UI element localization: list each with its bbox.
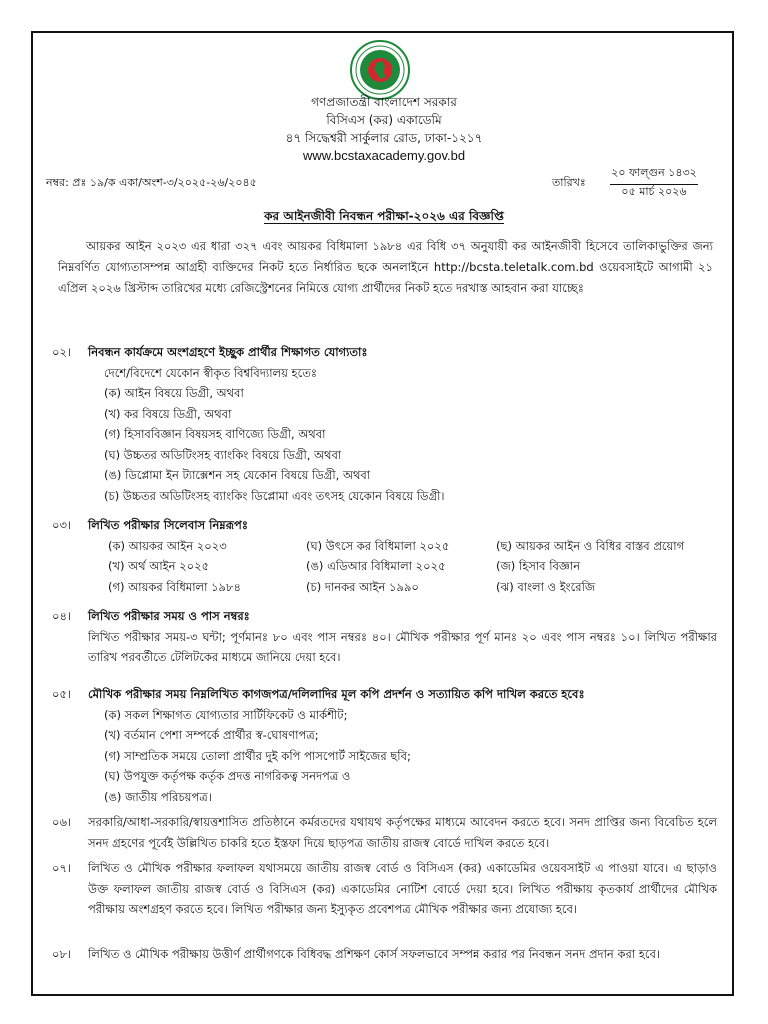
syllabus-item: (জ) হিসাব বিজ্ঞান [496,559,581,573]
list-item: (ক) সকল শিক্ষাগত যোগ্যতার সার্টিফিকেট ও মার্কশীট; [104,707,348,722]
syllabus-item: (ঘ) উৎসে কর বিধিমালা ২০২৫ [306,538,450,553]
section-text: লিখিত ও মৌখিক পরীক্ষার ফলাফল যথাসময়ে জাতীয় রাজস্ব বোর্ড ও বিসিএস (কর) একাডেমির ওয়েবসাইট এ পাওয়া যাবে। এ ছাড়াও উক্ত ফলাফল জাতীয় রাজস্ব বোর্ড ও বিসিএস (কর) একাডেমির নোটিশ বোর্ডে দেয়া হবে। লিখিত পরীক্ষায় কৃতকার্য প্রার্থীদের মৌখিক পরীক্ষায় অংশগ্রহণ করতে হবে। লিখিত পরীক্ষার জন্য ইস্যুকৃত প্রবেশপত্র মৌখিক পরীক্ষার জন্য প্রযোজ্য হবে। [88,861,717,916]
syllabus-item: (গ) আয়কর বিধিমালা ১৯৮৪ [108,579,241,594]
section-subheading: দেশে/বিদেশে যেকোন স্বীকৃত বিশ্ববিদ্যালয় হতেঃ [104,365,317,380]
list-item: (খ) বর্তমান পেশা সম্পর্কে প্রার্থীর স্ব-ঘোষণাপত্র; [104,728,319,742]
section-number: ০৬। [52,815,72,829]
list-item: (গ) হিসাববিজ্ঞান বিষয়সহ বাণিজ্যে ডিগ্রী, অথবা [104,427,326,441]
memo-reference: নম্বর: প্রঃ ১৯/ক একা/অংশ-৩/২০২৫-২৬/২০৪৫ [46,176,257,189]
section-heading: লিখিত পরীক্ষার সিলেবাস নিম্নরূপঃ [88,518,248,532]
section-results [52,858,717,920]
org-name: বিসিএস (কর) একাডেমি [326,113,442,127]
syllabus-item: (ঝ) বাংলা ও ইংরেজি [496,579,596,594]
section-syllabus [52,515,717,597]
government-seal-icon [349,39,411,101]
section-exam-time [52,606,717,668]
list-item: (খ) কর বিষয়ে ডিগ্রী, অথবা [104,406,232,421]
section-number: ০৮। [52,947,72,961]
section-employees [52,812,717,853]
org-country: গণপ্রজাতন্ত্রী বাংলাদেশ সরকার [311,95,457,109]
syllabus-item: (ক) আয়কর আইন ২০২৩ [108,538,227,553]
date-english: ০৫ মার্চ ২০২৬ [621,185,687,198]
date-label: তারিখঃ [552,176,586,189]
syllabus-item: (ছ) আয়কর আইন ও বিধির বাস্তব প্রয়োগ [496,538,685,553]
org-address: ৪৭ সিদ্ধেশ্বরী সার্কুলার রোড, ঢাকা-১২১৭ [285,131,483,145]
section-number: ০৫। [52,687,72,701]
section-number: ০৪। [52,609,72,623]
syllabus-item: (ঙ) এডিআর বিধিমালা ২০২৫ [306,559,446,573]
section-documents [52,684,717,807]
date-bangla: ২০ ফাল্গুন ১৪৩২ [610,164,698,185]
section-text: লিখিত ও মৌখিক পরীক্ষায় উত্তীর্ণ প্রার্থীগণকে বিধিবদ্ধ প্রশিক্ষণ কোর্স সফলভাবে সম্পন্ন করার পর নিবন্ধন সনদ প্রদান করা হবে। [88,947,660,961]
section-qualification [52,342,717,506]
syllabus-grid [108,536,717,598]
section-certificate [52,944,717,965]
section-heading: মৌখিক পরীক্ষার সময় নিম্নলিখিত কাগজপত্র/দলিলাদির মূল কপি প্রদর্শন ও সত্যায়িত কপি দাখিল করতে হবেঃ [88,687,585,701]
list-item: (ঙ) ডিপ্লোমা ইন ট্যাক্সেশন সহ যেকোন বিষয়ে ডিগ্রী, অথবা [104,468,371,482]
section-number: ০৩। [52,518,72,532]
intro-paragraph [58,236,713,299]
list-item: (ঘ) উচ্চতর অডিটিংসহ ব্যাংকিং বিষয়ে ডিগ্রী, অথবা [104,447,342,462]
intro-text: আয়কর আইন ২০২৩ এর ধারা ৩২৭ এবং আয়কর বিধিমালা ১৯৮৪ এর বিধি ৩৭ অনুযায়ী কর আইনজীবী হিসেবে তালিকাভুক্তির জন্য নিম্নবর্ণিত যোগ্যতাসম্পন্ন আগ্রহী ব্যক্তিদের নিকট হতে নির্ধারিত ছকে অনলাইনে http://bcsta.teletalk.com.bd ওয়েবসাইটে আগামী ২১ এপ্রিল ২০২৬ খ্রিস্টাব্দ তারিখের মধ্যে রেজিস্ট্রেশনের নিমিত্তে যোগ্য প্রার্থীদের নিকট হতে দরখাস্ত আহবান করা যাচ্ছেঃ [58,239,713,295]
section-number: ০৭। [52,861,72,875]
section-text: সরকারি/আধা-সরকারি/স্বায়ত্তশাসিত প্রতিষ্ঠানে কর্মরতদের যথাযথ কর্তৃপক্ষের মাধ্যমে আবেদন করতে হবে। সনদ প্রাপ্তির জন্য বিবেচিত হলে সনদ গ্রহণের পূর্বেই উল্লিখিত চাকরি হতে ইস্তফা দিয়ে ছাড়পত্র জাতীয় রাজস্ব বোর্ডে দাখিল করতে হবে। [88,815,717,850]
section-number: ০২। [52,345,72,359]
notice-title-text: কর আইনজীবী নিবন্ধন পরীক্ষা-২০২৬ এর বিজ্ঞপ্তি [264,209,504,223]
list-item: (চ) উচ্চতর অডিটিংসহ ব্যাংকিং ডিপ্লোমা এবং তৎসহ যেকোন বিষয়ে ডিগ্রী। [104,488,445,503]
section-text: লিখিত পরীক্ষার সময়-৩ ঘন্টা; পূর্ণমানঃ ৮০ এবং পাস নম্বরঃ ৪০। মৌখিক পরীক্ষার পূর্ণ মানঃ ২০ এবং পাস নম্বরঃ ১০। লিখিত পরীক্ষার তারিখ পরবর্তীতে টেলিটকের মাধ্যমে জানিয়ে দেয়া হবে। [88,629,717,664]
org-website: www.bcstaxacademy.gov.bd [302,148,466,163]
list-item: (ক) আইন বিষয়ে ডিগ্রী, অথবা [104,386,244,400]
notice-title [0,208,768,228]
list-item: (ঙ) জাতীয় পরিচয়পত্র। [104,789,212,804]
syllabus-item: (চ) দানকর আইন ১৯৯০ [306,579,419,594]
list-item: (ঘ) উপযুক্ত কর্তৃপক্ষ কর্তৃক প্রদত্ত নাগরিকত্ব সনদপত্র ও [104,769,351,783]
section-heading: নিবন্ধন কার্যক্রমে অংশগ্রহণে ইচ্ছুক প্রার্থীর শিক্ষাগত যোগ্যতাঃ [88,345,368,359]
syllabus-item: (খ) অর্থ আইন ২০২৫ [108,559,210,573]
section-heading: লিখিত পরীক্ষার সময় ও পাস নম্বরঃ [88,609,250,623]
list-item: (গ) সাম্প্রতিক সময়ে তোলা প্রার্থীর দুই কপি পাসপোর্ট সাইজের ছবি; [104,748,411,763]
